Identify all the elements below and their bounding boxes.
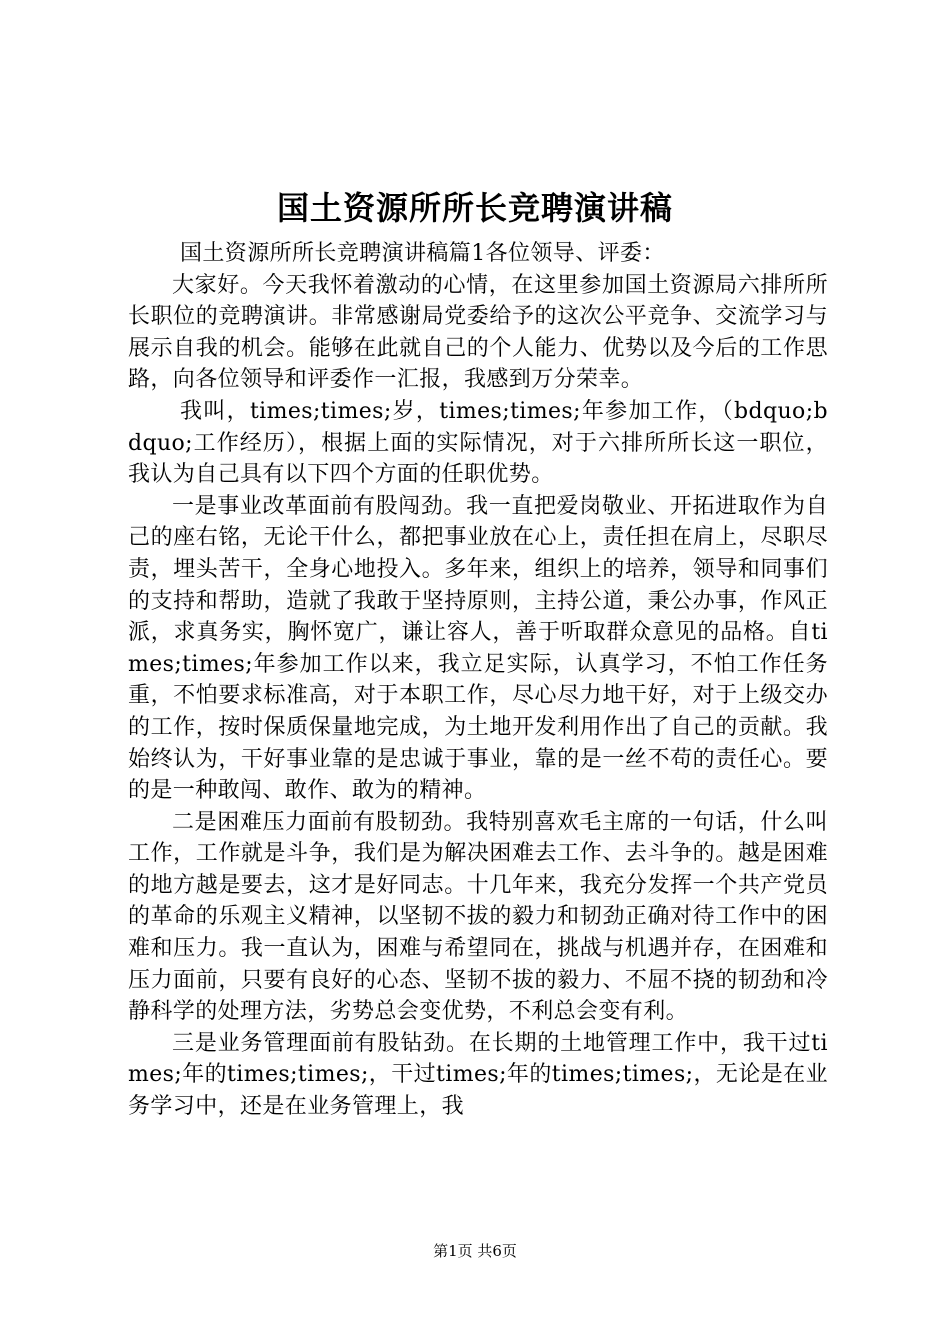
document-body <box>128 238 828 1123</box>
paragraph-1: 国土资源所所长竞聘演讲稿篇1各位领导、评委： <box>180 241 665 266</box>
paragraph-2: 大家好。今天我怀着激动的心情，在这里参加国土资源局六排所所长职位的竞聘演讲。非常感谢局党委给予的这次公平竞争、交流学习与展示自我的机会。能够在此就自己的个人能力、优势以及今后的工作思路，向各位领导和评委作一汇报，我感到万分荣幸。 <box>128 272 828 393</box>
paragraph-6: 三是业务管理面前有股钻劲。在长期的土地管理工作中，我干过times;年的times;times;，干过times;年的times;times;，无论是在业务学习中，还是在业务管理上，我 <box>128 1030 828 1120</box>
document-title: 国土资源所所长竞聘演讲稿 <box>276 189 673 227</box>
paragraph-5: 二是困难压力面前有股韧劲。我特别喜欢毛主席的一句话，什么叫工作，工作就是斗争，我们是为解决困难去工作、去斗争的。越是困难的地方越是要去，这才是好同志。十几年来，我充分发挥一个共产党员的革命的乐观主义精神，以坚韧不拔的毅力和韧劲正确对待工作中的困难和压力。我一直认为，困难与希望同在，挑战与机遇并存，在困难和压力面前，只要有良好的心态、坚韧不拔的毅力、不屈不挠的韧劲和冷静科学的处理方法，劣势总会变优势，不利总会变有利。 <box>128 809 828 1025</box>
paragraph-3: 我叫，times;times;岁，times;times;年参加工作，（bdquo;bdquo;工作经历），根据上面的实际情况，对于六排所所长这一职位，我认为自己具有以下四个方面的任职优势。 <box>128 398 828 488</box>
page-number-footer: 第1页 共6页 <box>433 1242 517 1260</box>
paragraph-4: 一是事业改革面前有股闯劲。我一直把爱岗敬业、开拓进取作为自己的座右铭，无论干什么，都把事业放在心上，责任担在肩上，尽职尽责，埋头苦干，全身心地投入。多年来，组织上的培养，领导和同事们的支持和帮助，造就了我敢于坚持原则，主持公道，秉公办事，作风正派，求真务实，胸怀宽广，谦让容人，善于听取群众意见的品格。自times;times;年参加工作以来，我立足实际，认真学习，不怕工作任务重，不怕要求标准高，对于本职工作，尽心尽力地干好，对于上级交办的工作，按时保质保量地完成，为土地开发利用作出了自己的贡献。我始终认为，干好事业靠的是忠诚于事业，靠的是一丝不苟的责任心。要的是一种敢闯、敢作、敢为的精神。 <box>128 493 828 804</box>
